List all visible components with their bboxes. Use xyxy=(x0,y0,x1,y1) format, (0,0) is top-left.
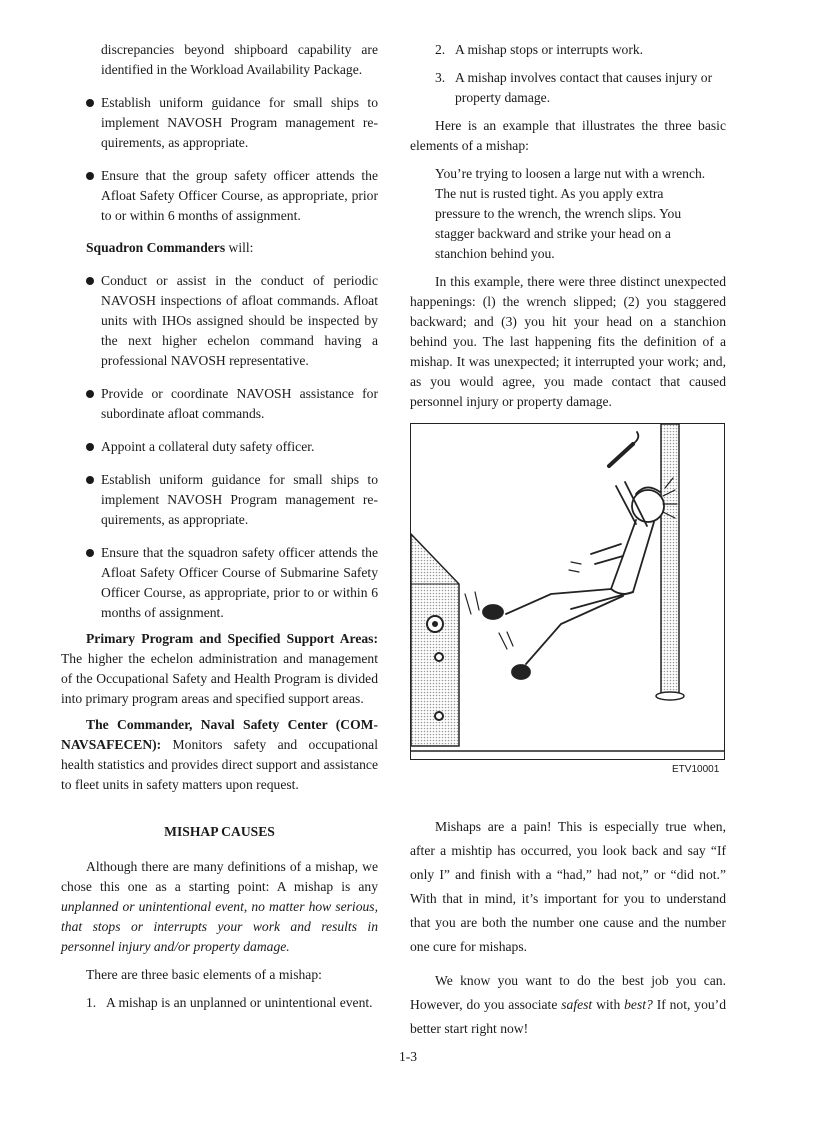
squadron-commanders-heading xyxy=(61,238,378,258)
figure-label: ETV10001 xyxy=(672,764,720,775)
best-paragraph xyxy=(410,969,726,1041)
squadron-heading-bold: Squadron Commanders xyxy=(86,240,226,255)
element-2-number: 2. xyxy=(435,42,446,57)
navsafecen-text: Monitors safety and occupational health statistics and provides direct support and assistance to fleet units in safety matters upon request. xyxy=(61,737,378,792)
example-intro: Here is an example that illustrates the three basic elements of a mishap: xyxy=(410,118,726,153)
best-pre: We know you want to do the best job you can. However, do you associate xyxy=(410,973,726,1012)
element-1 xyxy=(61,993,378,1013)
element-3 xyxy=(410,68,726,108)
element-2-text: A mishap stops or interrupts work. xyxy=(455,42,644,57)
mishap-illustration xyxy=(410,423,725,760)
element-2 xyxy=(410,40,726,60)
navsafecen-paragraph xyxy=(61,715,378,795)
primary-program-text: The higher the echelon administration and management of the Occupational Safety and Health Program is divided into primary program areas and specified support areas. xyxy=(61,651,378,706)
best-safest: safest xyxy=(561,997,593,1012)
element-1-text: A mishap is an unplanned or unintentional event. xyxy=(106,995,373,1010)
squadron-bullet-1: Conduct or assist in the conduct of periodic NAVOSH inspections of afloat commands. Afloat units with IHOs assigned should be inspected by the next higher echelon command having a professional NAVOSH representative. xyxy=(61,271,378,371)
right-bottom-text xyxy=(410,815,726,1041)
right-column xyxy=(410,40,726,412)
mishap-definition-italic: unplanned or unintentional event, no matter how serious, that stops or interrupts your work and results in personnel injury and/or property damage. xyxy=(61,899,378,954)
stanchion xyxy=(656,424,684,700)
mishap-intro-text: Although there are many definitions of a mishap, we chose this one as a starting point: A mishap is any xyxy=(61,859,378,894)
element-1-number: 1. xyxy=(86,995,97,1010)
squadron-bullet-4: Establish uniform guidance for small ships to implement NAVOSH Program management re-quirements, as appropriate. xyxy=(61,470,378,530)
machine-cabinet xyxy=(411,534,459,746)
mishap-illustration-svg xyxy=(411,424,724,759)
continued-bullet-text: discrepancies beyond shipboard capability are identified in the Workload Availability Package. xyxy=(101,42,378,77)
squadron-bullet-5: Ensure that the squadron safety officer attends the Afloat Safety Officer Course of Submarine Safety Officer Course, as appropriate, prior to or within 6 months of assignment. xyxy=(61,543,378,623)
squadron-bullet-3: Appoint a collateral duty safety officer. xyxy=(61,437,378,457)
primary-program-paragraph xyxy=(61,629,378,709)
navsafecen-heading: The Commander, Naval Safety Center (COM-NAVSAFECEN): xyxy=(61,717,378,752)
group-bullet-2: Ensure that the group safety officer attends the Afloat Safety Officer Course, as appropriate, prior to or within 6 months of assignment. xyxy=(61,166,378,226)
primary-program-heading: Primary Program and Specified Support Areas: xyxy=(86,631,378,646)
squadron-bullet-2: Provide or coordinate NAVOSH assistance for subordinate afloat commands. xyxy=(61,384,378,424)
elements-intro: There are three basic elements of a mishap: xyxy=(86,967,322,982)
pain-paragraph: Mishaps are a pain! This is especially true when, after a mishtip has occurred, you look back and say “If only I” and finish with a “had,” had not,” or “did not.” With that in mind, it’s important for you to understand that you are both the number one cause and the number one cure for mishaps. xyxy=(410,819,726,954)
page-number: 1-3 xyxy=(398,1049,418,1064)
best-post: If not, you’d better start right now! xyxy=(410,997,726,1036)
left-column xyxy=(61,40,378,1013)
example-quote: You’re trying to loosen a large nut with a wrench. The nut is rusted tight. As you apply extra pressure to the wrench, the wrench slips. You stagger backward and strike your head on a stanchion behind you. xyxy=(435,166,706,261)
best-mid: with xyxy=(592,997,625,1012)
group-bullet-1: Establish uniform guidance for small ships to implement NAVOSH Program management re-quirements, as appropriate. xyxy=(61,93,378,153)
falling-person xyxy=(465,432,677,679)
mishap-definition-paragraph xyxy=(61,857,378,957)
element-3-number: 3. xyxy=(435,70,446,85)
best-best: best? xyxy=(624,997,653,1012)
example-analysis: In this example, there were three distinct unexpected happenings: (l) the wrench slipped; (2) you staggered backward; and (3) you hit your head on a stanchion behind you. The last happening fits the definition of a mishap. It was unexpected; it interrupted your work; and, as you would agree, you made contact that caused personnel injury or property damage. xyxy=(410,274,726,409)
mishap-causes-heading: MISHAP CAUSES xyxy=(164,824,275,839)
squadron-heading-tail: will: xyxy=(225,240,254,255)
element-3-text: A mishap involves contact that causes injury or property damage. xyxy=(455,70,713,105)
